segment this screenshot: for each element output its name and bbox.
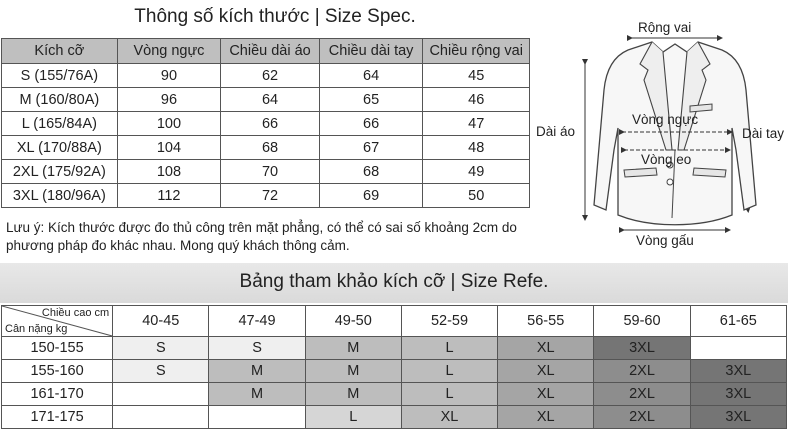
ref-cell: 3XL <box>594 337 690 360</box>
ref-cell: XL <box>498 337 594 360</box>
ref-cell: M <box>305 383 401 406</box>
ref-cell <box>690 337 786 360</box>
ref-row-label: 155-160 <box>2 360 113 383</box>
ref-cell: 3XL <box>690 406 786 429</box>
ref-cell: XL <box>498 360 594 383</box>
spec-cell: 49 <box>423 160 530 184</box>
measurement-note: Lưu ý: Kích thước được đo thủ công trên mặt phẳng, có thể có sai số khoảng 2cm do phương pháp đo khác nhau. Mong quý khách thông cảm. <box>6 220 517 253</box>
ref-row-label: 161-170 <box>2 383 113 406</box>
label-shoulder: Rộng vai <box>638 20 692 35</box>
spec-cell: 64 <box>221 88 320 112</box>
spec-cell: 69 <box>319 184 423 208</box>
ref-cell <box>209 406 305 429</box>
ref-cell: 2XL <box>594 383 690 406</box>
spec-header-shoulder: Chiều rộng vai <box>423 39 530 64</box>
spec-cell: 65 <box>319 88 423 112</box>
ref-cell: S <box>113 360 209 383</box>
reference-title: Bảng tham khảo kích cỡ | Size Refe. <box>239 271 549 292</box>
ref-cell: 2XL <box>594 406 690 429</box>
ref-cell: L <box>401 360 497 383</box>
spec-cell: M (160/80A) <box>2 88 118 112</box>
spec-cell: 68 <box>319 160 423 184</box>
ref-corner-height: Chiều cao cm <box>41 307 110 319</box>
ref-cell: 3XL <box>690 383 786 406</box>
spec-cell: 112 <box>117 184 221 208</box>
ref-row <box>2 337 787 360</box>
spec-cell: 47 <box>423 112 530 136</box>
spec-cell: 2XL (175/92A) <box>2 160 118 184</box>
ref-col-header: 47-49 <box>209 306 305 337</box>
spec-header-sleeve: Chiều dài tay <box>319 39 423 64</box>
ref-col-header: 40-45 <box>113 306 209 337</box>
jacket-diagram <box>536 0 788 262</box>
ref-corner-cell <box>2 306 113 337</box>
ref-cell: 2XL <box>594 360 690 383</box>
ref-row-label: 171-175 <box>2 406 113 429</box>
spec-header-length: Chiều dài áo <box>221 39 320 64</box>
spec-cell: 50 <box>423 184 530 208</box>
spec-row <box>2 136 530 160</box>
ref-cell <box>113 406 209 429</box>
spec-header-row <box>2 39 530 64</box>
ref-row-label: 150-155 <box>2 337 113 360</box>
spec-cell: 64 <box>319 64 423 88</box>
label-hem: Vòng gấu <box>636 233 694 248</box>
spec-header-size: Kích cỡ <box>2 39 118 64</box>
ref-col-header: 52-59 <box>401 306 497 337</box>
ref-header-row <box>2 306 787 337</box>
ref-row <box>2 383 787 406</box>
spec-cell: 46 <box>423 88 530 112</box>
label-sleeve: Dài tay <box>742 126 785 141</box>
spec-cell: 66 <box>221 112 320 136</box>
spec-cell: 3XL (180/96A) <box>2 184 118 208</box>
spec-row <box>2 64 530 88</box>
ref-cell <box>113 383 209 406</box>
ref-cell: M <box>209 383 305 406</box>
ref-cell: L <box>305 406 401 429</box>
spec-cell: 67 <box>319 136 423 160</box>
spec-cell: 96 <box>117 88 221 112</box>
ref-cell: M <box>209 360 305 383</box>
ref-col-header: 59-60 <box>594 306 690 337</box>
ref-cell: 3XL <box>690 360 786 383</box>
size-reference-table <box>1 305 787 429</box>
ref-cell: S <box>113 337 209 360</box>
spec-cell: 108 <box>117 160 221 184</box>
ref-row <box>2 406 787 429</box>
ref-cell: L <box>401 337 497 360</box>
spec-row <box>2 88 530 112</box>
ref-cell: L <box>401 383 497 406</box>
spec-cell: 68 <box>221 136 320 160</box>
spec-row <box>2 160 530 184</box>
spec-cell: S (155/76A) <box>2 64 118 88</box>
ref-col-header: 61-65 <box>690 306 786 337</box>
ref-cell: XL <box>498 383 594 406</box>
spec-cell: 100 <box>117 112 221 136</box>
spec-cell: 45 <box>423 64 530 88</box>
ref-col-header: 49-50 <box>305 306 401 337</box>
ref-cell: XL <box>498 406 594 429</box>
spec-row <box>2 112 530 136</box>
ref-col-header: 56-55 <box>498 306 594 337</box>
spec-cell: 70 <box>221 160 320 184</box>
spec-cell: 66 <box>319 112 423 136</box>
spec-row <box>2 184 530 208</box>
spec-cell: XL (170/88A) <box>2 136 118 160</box>
ref-cell: M <box>305 360 401 383</box>
ref-cell: S <box>209 337 305 360</box>
spec-header-chest: Vòng ngực <box>117 39 221 64</box>
spec-cell: 48 <box>423 136 530 160</box>
size-spec-table <box>1 38 530 208</box>
spec-cell: 104 <box>117 136 221 160</box>
spec-cell: 72 <box>221 184 320 208</box>
spec-cell: L (165/84A) <box>2 112 118 136</box>
spec-cell: 90 <box>117 64 221 88</box>
label-waist: Vòng eo <box>641 152 692 167</box>
label-chest: Vòng ngực <box>632 112 699 127</box>
ref-cell: XL <box>401 406 497 429</box>
spec-title: Thông số kích thước | Size Spec. <box>134 6 416 27</box>
ref-row <box>2 360 787 383</box>
ref-corner-weight: Cân nặng kg <box>5 323 68 335</box>
spec-cell: 62 <box>221 64 320 88</box>
label-length: Dài áo <box>536 124 576 139</box>
ref-cell: M <box>305 337 401 360</box>
